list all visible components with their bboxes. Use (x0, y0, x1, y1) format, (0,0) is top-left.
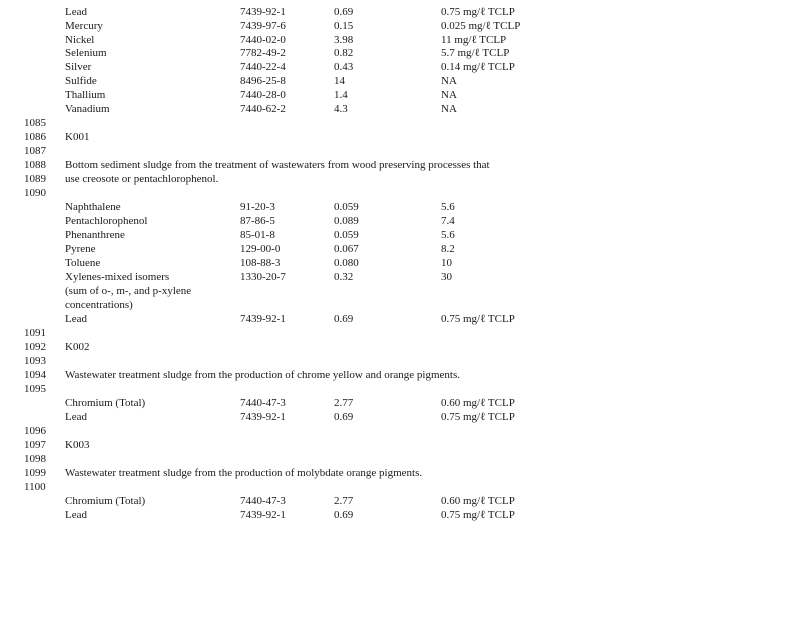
concentration: 0.82 (334, 47, 354, 60)
table-row (0, 509, 800, 523)
cas-number: 91-20-3 (240, 201, 275, 213)
standard: 7.4 (441, 215, 455, 227)
cas-number: 7782-49-2 (240, 47, 286, 60)
line-number: 1089 (24, 173, 46, 185)
waste-code: K001 (65, 131, 90, 143)
waste-code: K002 (65, 341, 90, 353)
table-row (0, 271, 800, 285)
document-line (0, 173, 800, 187)
table-row (0, 20, 800, 34)
table-row (0, 34, 800, 48)
waste-code: K003 (65, 439, 90, 451)
cas-number: 87-86-5 (240, 215, 275, 227)
cas-number: 7440-02-0 (240, 33, 286, 46)
table-row (0, 397, 800, 411)
concentration: 4.3 (334, 102, 348, 115)
table-row (0, 89, 800, 103)
constituent-name: Pentachlorophenol (65, 215, 148, 227)
document-line (0, 383, 800, 397)
constituent-name: Lead (65, 509, 87, 521)
line-number: 1086 (24, 131, 46, 143)
document-line (0, 467, 800, 481)
standard: 10 (441, 257, 452, 269)
standard: 0.75 mg/ℓ TCLP (441, 411, 515, 423)
waste-description: use creosote or pentachlorophenol. (65, 173, 219, 185)
concentration: 0.067 (334, 243, 359, 255)
line-number: 1097 (24, 439, 46, 451)
constituent-name: Phenanthrene (65, 229, 125, 241)
standard: 0.75 mg/ℓ TCLP (441, 509, 515, 521)
table-row (0, 495, 800, 509)
standard: 8.2 (441, 243, 455, 255)
line-number: 1098 (24, 453, 46, 465)
concentration: 1.4 (334, 88, 348, 101)
constituent-name: Thallium (65, 88, 106, 101)
document-line (0, 425, 800, 439)
table-row (0, 411, 800, 425)
cas-number: 108-88-3 (240, 257, 281, 269)
standard: 0.75 mg/ℓ TCLP (441, 313, 515, 325)
line-number: 1091 (24, 327, 46, 339)
table-row-note (0, 285, 800, 299)
concentration: 14 (334, 75, 345, 87)
line-number: 1088 (24, 159, 46, 171)
standard: 0.60 mg/ℓ TCLP (441, 397, 515, 409)
table-row (0, 201, 800, 215)
table-row (0, 313, 800, 327)
table-row (0, 243, 800, 257)
concentration: 0.059 (334, 201, 359, 213)
constituent-name: Chromium (Total) (65, 495, 146, 507)
concentration: 0.43 (334, 61, 354, 74)
waste-description: Wastewater treatment sludge from the production of chrome yellow and orange pigments. (65, 369, 460, 381)
table-row (0, 61, 800, 75)
line-number: 1087 (24, 145, 46, 157)
cas-number: 8496-25-8 (240, 75, 286, 87)
cas-number: 85-01-8 (240, 229, 275, 241)
line-number: 1100 (24, 481, 46, 493)
constituent-name: Mercury (65, 19, 103, 32)
document-line (0, 355, 800, 369)
cas-number: 7440-47-3 (240, 397, 286, 409)
standard: NA (441, 75, 457, 87)
concentration: 0.69 (334, 411, 354, 423)
constituent-name: Lead (65, 411, 87, 423)
cas-number: 7440-47-3 (240, 495, 286, 507)
constituent-name: Xylenes-mixed isomers (65, 271, 170, 283)
table-row (0, 257, 800, 271)
document-line (0, 327, 800, 341)
concentration: 0.089 (334, 215, 359, 227)
table-row (0, 215, 800, 229)
constituent-name: Chromium (Total) (65, 397, 146, 409)
standard: 0.75 mg/ℓ TCLP (441, 6, 515, 18)
document-line (0, 369, 800, 383)
document-line (0, 131, 800, 145)
cas-number: 7440-62-2 (240, 102, 286, 115)
concentration: 0.059 (334, 229, 359, 241)
line-number: 1094 (24, 369, 46, 381)
cas-number: 7439-92-1 (240, 6, 286, 18)
table-row (0, 229, 800, 243)
constituent-name: Lead (65, 6, 87, 18)
constituent-name: Pyrene (65, 243, 96, 255)
concentration: 0.080 (334, 257, 359, 269)
document-line (0, 117, 800, 131)
line-number: 1099 (24, 467, 46, 479)
cas-number: 7439-92-1 (240, 313, 286, 325)
cas-number: 7440-22-4 (240, 61, 286, 74)
cas-number: 1330-20-7 (240, 271, 286, 283)
concentration: 0.69 (334, 313, 354, 325)
document-line (0, 453, 800, 467)
document-line (0, 145, 800, 159)
line-number: 1092 (24, 341, 46, 353)
constituent-note: concentrations) (65, 299, 133, 311)
table-row (0, 75, 800, 89)
line-number: 1096 (24, 425, 46, 437)
constituent-name: Selenium (65, 47, 107, 60)
document-line (0, 341, 800, 355)
standard: 5.6 (441, 201, 455, 213)
constituent-name: Nickel (65, 33, 95, 46)
cas-number: 129-00-0 (240, 243, 281, 255)
table-row (0, 103, 800, 117)
cas-number: 7440-28-0 (240, 88, 286, 101)
constituent-note: (sum of o-, m-, and p-xylene (65, 285, 192, 297)
concentration: 0.32 (334, 271, 354, 283)
constituent-name: Sulfide (65, 75, 97, 87)
concentration: 2.77 (334, 495, 354, 507)
line-number: 1095 (24, 383, 46, 395)
waste-description: Wastewater treatment sludge from the production of molybdate orange pigments. (65, 467, 423, 479)
table-row-note (0, 299, 800, 313)
concentration: 3.98 (334, 33, 354, 46)
waste-description: Bottom sediment sludge from the treatment of wastewaters from wood preserving processes that (65, 159, 490, 171)
concentration: 0.15 (334, 19, 354, 32)
document-line (0, 439, 800, 453)
line-number: 1090 (24, 187, 46, 199)
standard: 0.60 mg/ℓ TCLP (441, 495, 515, 507)
standard: NA (441, 102, 457, 115)
document-line (0, 187, 800, 201)
constituent-name: Lead (65, 313, 87, 325)
document-line (0, 159, 800, 173)
line-number: 1085 (24, 117, 46, 129)
standard: 30 (441, 271, 452, 283)
concentration: 0.69 (334, 6, 354, 18)
cas-number: 7439-92-1 (240, 509, 286, 521)
document-line (0, 481, 800, 495)
constituent-name: Toluene (65, 257, 101, 269)
line-number: 1093 (24, 355, 46, 367)
concentration: 2.77 (334, 397, 354, 409)
standard: 5.6 (441, 229, 455, 241)
standard: 0.14 mg/ℓ TCLP (441, 61, 515, 74)
standard: NA (441, 88, 457, 101)
table-row (0, 6, 800, 20)
constituent-name: Vanadium (65, 102, 110, 115)
standard: 5.7 mg/ℓ TCLP (441, 47, 510, 60)
constituent-name: Silver (65, 61, 92, 74)
standard: 11 mg/ℓ TCLP (441, 33, 507, 46)
constituent-name: Naphthalene (65, 201, 121, 213)
table-row (0, 47, 800, 61)
cas-number: 7439-92-1 (240, 411, 286, 423)
concentration: 0.69 (334, 509, 354, 521)
standard: 0.025 mg/ℓ TCLP (441, 19, 521, 32)
cas-number: 7439-97-6 (240, 19, 286, 32)
